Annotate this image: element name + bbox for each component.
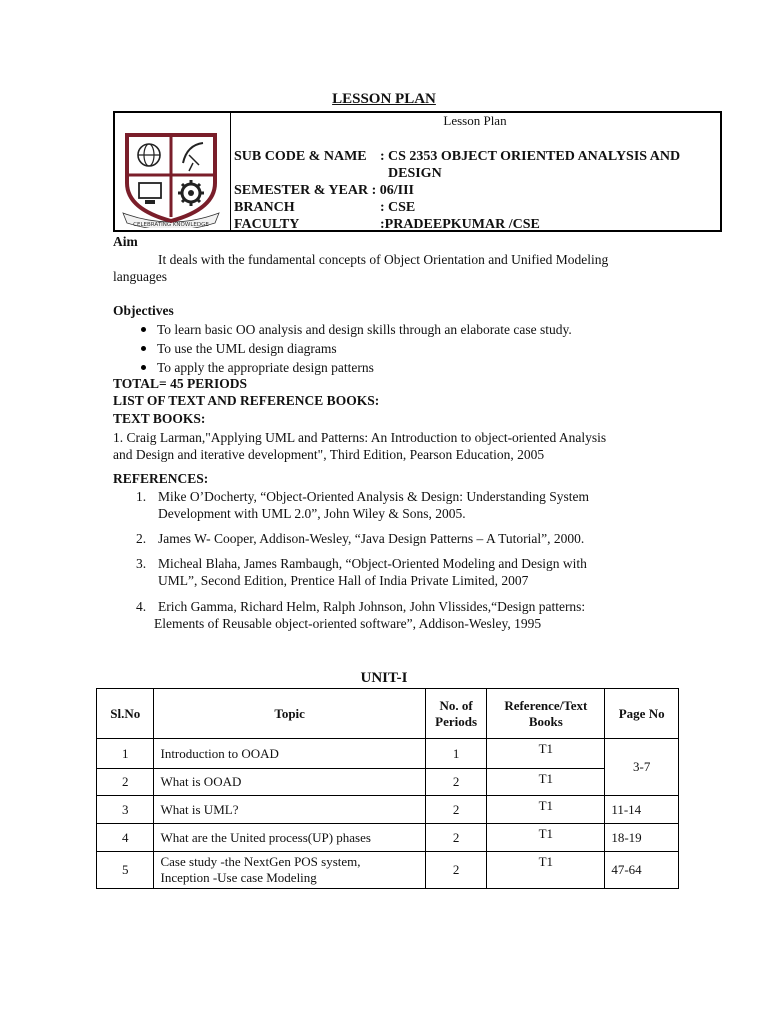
page-cell: 47-64	[605, 852, 679, 889]
topic-cell: What is UML?	[154, 796, 425, 824]
text-books-heading: TEXT BOOKS:	[113, 411, 206, 426]
header-info	[234, 113, 716, 232]
page-title: LESSON PLAN	[332, 91, 436, 107]
aim-text-line1: It deals with the fundamental concepts of Object Orientation and Unified Modeling	[158, 252, 609, 267]
page-cell: 18-19	[605, 824, 679, 852]
branch-row: BRANCH : CSE	[234, 200, 416, 215]
periods-cell: 2	[425, 852, 487, 889]
ref-cell: T1	[487, 824, 605, 852]
text-book-line2: and Design and iterative development", Third Edition, Pearson Education, 2005	[113, 447, 545, 462]
reference-line: Erich Gamma, Richard Helm, Ralph Johnson, John Vlissides,“Design patterns:	[158, 599, 586, 614]
periods-cell: 2	[425, 769, 487, 796]
unit-table	[96, 688, 679, 889]
sl-cell: 5	[97, 852, 154, 889]
ref-cell: T1	[487, 852, 605, 889]
unit-heading: UNIT-I	[360, 670, 408, 686]
table-row	[97, 739, 679, 769]
objectives-list	[113, 320, 713, 377]
books-heading: LIST OF TEXT AND REFERENCE BOOKS:	[113, 393, 380, 408]
reference-line: Elements of Reusable object-oriented software”, Addison-Wesley, 1995	[154, 616, 542, 631]
logo-cell	[115, 113, 231, 230]
periods-cell: 1	[425, 739, 487, 769]
column-header: Page No	[605, 689, 679, 739]
objectives-heading: Objectives	[113, 303, 174, 318]
topic-cell: Introduction to OOAD	[154, 739, 425, 769]
reference-line: Development with UML 2.0”, John Wiley & Sons, 2005.	[158, 506, 466, 521]
bullet-icon	[141, 327, 146, 332]
sl-cell: 1	[97, 739, 154, 769]
svg-text:CELEBRATING KNOWLEDGE: CELEBRATING KNOWLEDGE	[133, 222, 209, 228]
periods-cell: 2	[425, 796, 487, 824]
sub-code-row: SUB CODE & NAME : CS 2353 OBJECT ORIENTED ANALYSIS AND	[234, 149, 681, 164]
bullet-icon	[141, 346, 146, 351]
topic-cell: Case study -the NextGen POS system, Inception -Use case Modeling	[154, 852, 425, 889]
aim-heading: Aim	[113, 234, 138, 249]
column-header: Reference/Text Books	[487, 689, 605, 739]
page-cell: 11-14	[605, 796, 679, 824]
objective-item: To use the UML design diagrams	[113, 339, 713, 358]
header-box	[113, 111, 722, 232]
text-book-line1: 1. Craig Larman,"Applying UML and Patterns: An Introduction to object-oriented Analysis	[113, 430, 607, 445]
college-logo	[115, 113, 227, 228]
table-header-row	[97, 689, 679, 739]
ref-cell: T1	[487, 739, 605, 769]
references-heading: REFERENCES:	[113, 471, 209, 486]
page-cell: 3-7	[605, 739, 679, 796]
reference-num: 4.	[136, 599, 147, 614]
table-row	[97, 852, 679, 889]
lesson-plan-label: Lesson Plan	[443, 113, 507, 128]
reference-line: Micheal Blaha, James Rambaugh, “Object-Oriented Modeling and Design with	[158, 556, 587, 571]
total-periods: TOTAL= 45 PERIODS	[113, 376, 247, 391]
objective-item: To learn basic OO analysis and design skills through an elaborate case study.	[113, 320, 713, 339]
reference-line: UML”, Second Edition, Prentice Hall of India Private Limited, 2007	[158, 573, 529, 588]
ref-cell: T1	[487, 796, 605, 824]
periods-cell: 2	[425, 824, 487, 852]
topic-cell: What are the United process(UP) phases	[154, 824, 425, 852]
aim-text-line2: languages	[113, 269, 167, 284]
table-row	[97, 796, 679, 824]
column-header: No. of Periods	[425, 689, 487, 739]
sl-cell: 3	[97, 796, 154, 824]
column-header: Sl.No	[97, 689, 154, 739]
sub-code-row-cont: DESIGN	[388, 166, 442, 181]
bullet-icon	[141, 365, 146, 370]
reference-num: 1.	[136, 489, 147, 504]
faculty-row: FACULTY :PRADEEPKUMAR /CSE	[234, 217, 540, 232]
topic-cell: What is OOAD	[154, 769, 425, 796]
column-header: Topic	[154, 689, 425, 739]
sl-cell: 4	[97, 824, 154, 852]
ref-cell: T1	[487, 769, 605, 796]
reference-line: James W- Cooper, Addison-Wesley, “Java Design Patterns – A Tutorial”, 2000.	[158, 531, 585, 546]
reference-num: 2.	[136, 531, 147, 546]
semester-row: SEMESTER & YEAR : 06/III	[234, 183, 414, 198]
reference-num: 3.	[136, 556, 147, 571]
objective-item: To apply the appropriate design patterns	[113, 358, 713, 377]
table-row	[97, 769, 679, 796]
sl-cell: 2	[97, 769, 154, 796]
reference-line: Mike O’Docherty, “Object-Oriented Analysis & Design: Understanding System	[158, 489, 590, 504]
table-row	[97, 824, 679, 852]
